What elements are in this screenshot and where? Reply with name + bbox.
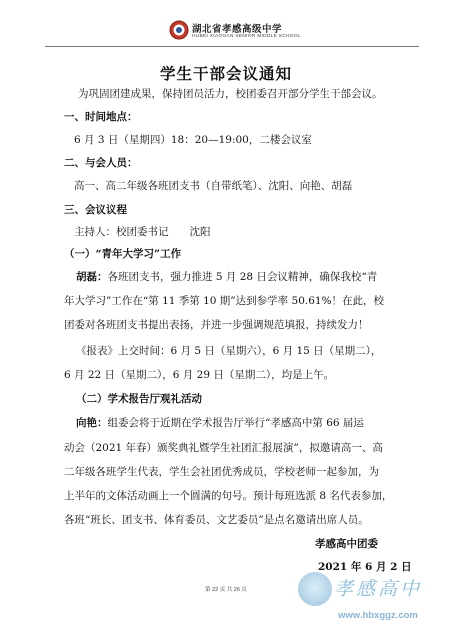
intro-paragraph: 为巩固团建成果，保持团员活力，校团委召开部分学生干部会议。 [78,88,383,100]
section-agenda-heading: 三、会议议程 [64,204,127,216]
school-logo-icon [169,20,189,40]
agenda-item-youth-study-heading: （一）“青年大学习”工作 [64,248,182,260]
signature-organization: 孝感高中团委 [315,538,378,550]
agenda-item-youth-study-line-1: 胡磊：各班团支书，强力推进 5 月 28 日会议精神，确保我校“青 [76,271,378,283]
watermark-logo-icon [298,572,332,606]
watermark-url: www.hbxggz.com [338,610,418,621]
watermark-text: 孝感高中 [334,578,423,600]
agenda-item-ceremony-line-4: 上半年的文体活动画上一个圆满的句号。预计每班选派 8 名代表参加， [64,490,393,502]
speaker-name: 向艳： [76,417,108,429]
section-attendees-heading: 二、与会人员： [64,157,138,169]
report-label: 《报表》 [76,345,118,357]
agenda-item-ceremony-line-1: 向艳：组委会将于近期在学术报告厅举行“孝感高中第 66 届运 [76,417,364,429]
speaker-name: 胡磊： [76,271,108,283]
school-name-en: HUBEI XIAOGAN SENIOR MIDDLE SCHOOL [192,34,301,39]
section-time-place-content: 6 月 3 日（星期四）18：20—19:00，二楼会议室 [74,134,312,146]
agenda-item-ceremony-heading: （二）学术报告厅观礼活动 [76,393,202,405]
section-time-place-heading: 一、时间地点： [64,111,138,123]
agenda-item-ceremony-line-3: 二年级各班学生代表，学生会社团优秀成员，学校老师一起参加，为 [64,466,379,478]
agenda-item-youth-study-line-3: 团委对各班团支书提出表扬，并进一步强调规范填报，持续发力！ [64,319,369,331]
school-name-cn: 湖北省孝感高级中学 [192,24,283,35]
signature-date: 2021 年 6 月 2 日 [318,561,412,573]
header-divider [45,46,419,47]
site-watermark [298,572,448,632]
agenda-item-youth-study-line-2: 年大学习”工作在“第 11 季第 10 期”达到参学率 50.61%！在此，校 [64,295,385,307]
agenda-item-ceremony-line-2: 动会（2021 年春）颁奖典礼暨学生社团汇报展演”，拟邀请高一、高 [64,442,383,454]
document-header [0,18,452,60]
page-number: 第 22 页 共 26 页 [205,587,247,593]
report-schedule-line-2: 6 月 22 日（星期二），6 月 29 日（星期二），均是上午。 [64,369,335,381]
document-title: 学生干部会议通知 [159,64,292,83]
agenda-item-ceremony-line-5: 各班“班长、团支书、体育委员、文艺委员”是点名邀请出席人员。 [64,514,369,526]
report-schedule-line-1: 《报表》上交时间：6 月 5 日（星期六），6 月 15 日（星期二）， [76,345,382,357]
meeting-host: 主持人：校团委书记 沈阳 [74,226,211,238]
section-attendees-content: 高一、高二年级各班团支书（自带纸笔）、沈阳、向艳、胡磊 [74,180,353,192]
